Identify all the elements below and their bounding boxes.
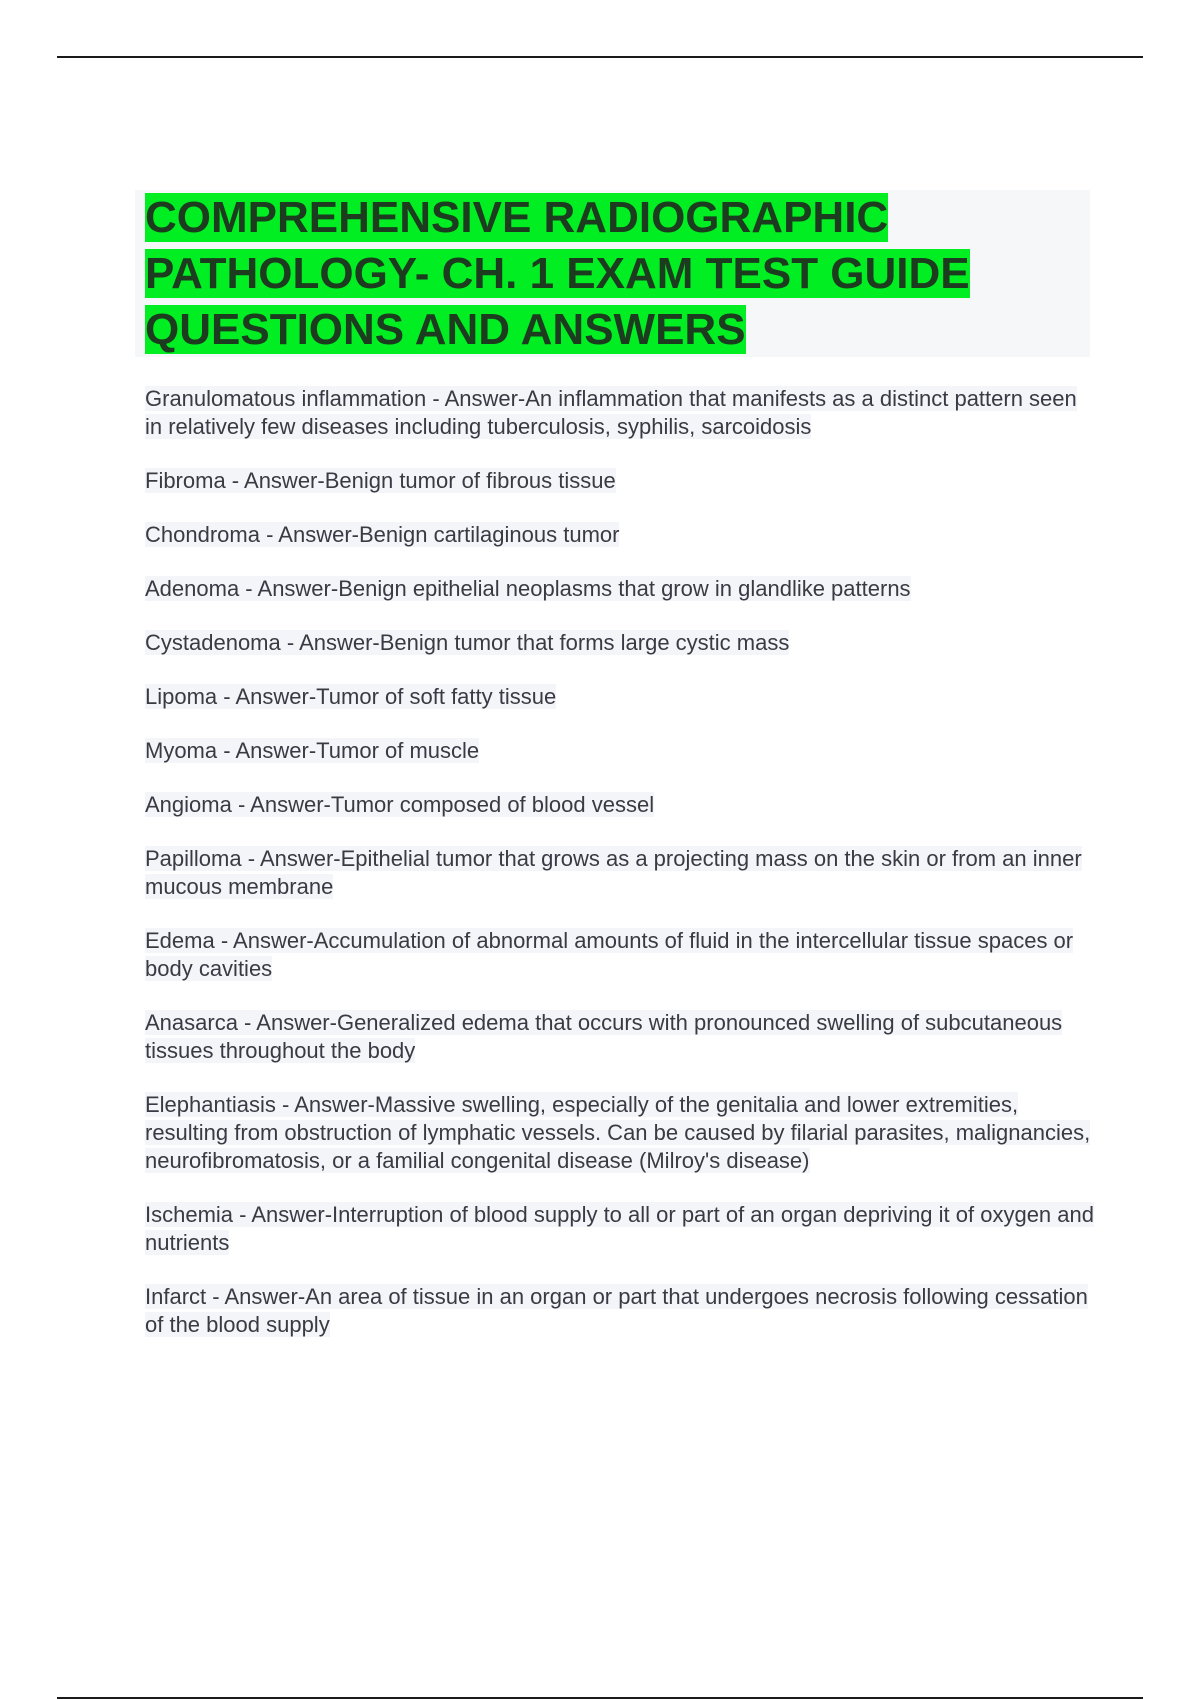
qa-entry [145, 737, 1095, 765]
qa-entry [145, 521, 1095, 549]
qa-entry-text: Edema - Answer-Accumulation of abnormal amounts of fluid in the intercellular tissue spaces or body cavities [145, 928, 1074, 981]
qa-entry-text: Papilloma - Answer-Epithelial tumor that grows as a projecting mass on the skin or from an inner mucous membrane [145, 846, 1082, 899]
bottom-rule [57, 1697, 1143, 1699]
qa-entry [145, 1201, 1095, 1257]
qa-entry-text: Anasarca - Answer-Generalized edema that occurs with pronounced swelling of subcutaneous tissues throughout the body [145, 1010, 1063, 1063]
qa-entry-text: Elephantiasis - Answer-Massive swelling, especially of the genitalia and lower extremities, resulting from obstruction of lymphatic vessels. Can be caused by filarial parasites, malignancies, neurofibromatosis, or a familial congenital disease (Milroy's disease) [145, 1092, 1091, 1173]
qa-entry [145, 1283, 1095, 1339]
qa-entry [145, 385, 1095, 441]
qa-entry-text: Granulomatous inflammation - Answer-An inflammation that manifests as a distinct pattern seen in relatively few diseases including tuberculosis, syphilis, sarcoidosis [145, 386, 1077, 439]
qa-entry-text: Cystadenoma - Answer-Benign tumor that forms large cystic mass [145, 630, 790, 655]
qa-entry [145, 683, 1095, 711]
qa-entry [145, 791, 1095, 819]
qa-entry-text: Lipoma - Answer-Tumor of soft fatty tissue [145, 684, 557, 709]
qa-entry-text: Chondroma - Answer-Benign cartilaginous tumor [145, 522, 620, 547]
qa-entry-text: Fibroma - Answer-Benign tumor of fibrous tissue [145, 468, 616, 493]
qa-entry-text: Infarct - Answer-An area of tissue in an organ or part that undergoes necrosis following cessation of the blood supply [145, 1284, 1088, 1337]
document-title-text: COMPREHENSIVE RADIOGRAPHIC PATHOLOGY- CH. 1 EXAM TEST GUIDE QUESTIONS AND ANSWERS [145, 193, 970, 354]
top-rule [57, 56, 1143, 58]
qa-entry [145, 1009, 1095, 1065]
qa-entry-text: Angioma - Answer-Tumor composed of blood vessel [145, 792, 655, 817]
qa-list [145, 385, 1095, 1365]
qa-entry-text: Ischemia - Answer-Interruption of blood supply to all or part of an organ depriving it of oxygen and nutrients [145, 1202, 1094, 1255]
qa-entry [145, 845, 1095, 901]
qa-entry [145, 927, 1095, 983]
title-block [135, 190, 1090, 357]
qa-entry-text: Myoma - Answer-Tumor of muscle [145, 738, 480, 763]
qa-entry-text: Adenoma - Answer-Benign epithelial neoplasms that grow in glandlike patterns [145, 576, 911, 601]
qa-entry [145, 467, 1095, 495]
document-title [135, 190, 1090, 358]
qa-entry [145, 629, 1095, 657]
qa-entry [145, 1091, 1095, 1175]
qa-entry [145, 575, 1095, 603]
